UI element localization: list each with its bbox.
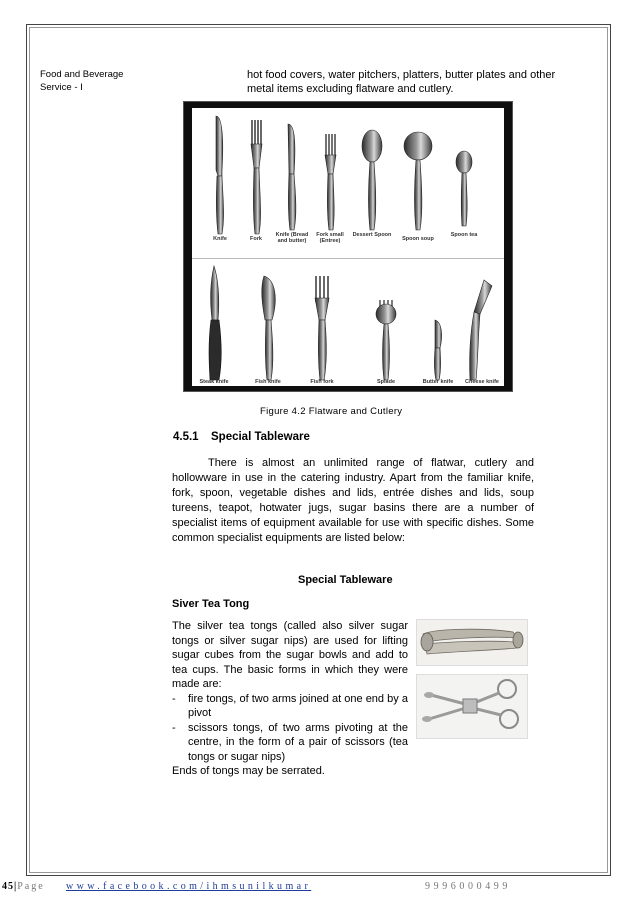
figure-label: Cheese knife bbox=[465, 379, 499, 385]
list-item bbox=[172, 692, 408, 721]
fish-knife-icon bbox=[262, 276, 276, 380]
figure-label: Butter knife bbox=[422, 379, 454, 385]
page-word: Page bbox=[17, 881, 45, 892]
bullet-mark: - bbox=[172, 692, 176, 705]
figure-label: Steak knife bbox=[199, 379, 229, 385]
section-number: 4.5.1 bbox=[173, 431, 199, 443]
tea-spoon-icon bbox=[456, 151, 472, 226]
bullet-mark: - bbox=[172, 721, 176, 734]
butter-knife-icon bbox=[434, 320, 441, 380]
item-closing: Ends of tongs may be serrated. bbox=[172, 765, 325, 777]
cheese-knife-icon bbox=[470, 280, 492, 380]
splade-icon bbox=[376, 300, 396, 380]
fish-fork-icon bbox=[315, 276, 329, 380]
page-number: 45 bbox=[2, 881, 14, 892]
flatware-figure bbox=[183, 101, 513, 392]
scissor-tongs-icon bbox=[417, 675, 527, 738]
knife-icon bbox=[216, 116, 224, 234]
figure-label: Knife bbox=[213, 236, 227, 242]
figure-label: Dessert Spoon bbox=[352, 232, 392, 238]
figure-label: Fork bbox=[250, 236, 262, 242]
figure-label: Fish fork bbox=[310, 379, 334, 385]
figure-label: Fork small (Entree) bbox=[316, 232, 344, 244]
figure-divider bbox=[192, 258, 504, 259]
figure-label: Spoon soup bbox=[402, 236, 434, 242]
bullet-text: scissors tongs, of two arms pivoting at the centre, in the form of a pair of scissors (tea tongs or sugar nips) bbox=[188, 721, 408, 763]
paragraph-text: There is almost an unlimited range of flatwar, cutlery and hollowware in use in the catering industry. Apart from the familiar knife, fork, spoon, vegetable dishes and lids, entrée dishes and lids, soup tureens, teapot, hotwater jugs, sugar basins there are a number of specialist items of equipment available for use with specific dishes. Some common specialist equipments are listed below: bbox=[172, 457, 534, 544]
steak-knife-icon bbox=[209, 266, 221, 380]
cutlery-illustration bbox=[192, 108, 504, 386]
scissor-tongs-photo bbox=[416, 674, 528, 739]
list-item bbox=[172, 721, 408, 765]
section-heading bbox=[173, 431, 310, 443]
fork-icon bbox=[251, 120, 262, 234]
figure-canvas bbox=[192, 108, 504, 386]
facebook-link[interactable]: www.facebook.com/ihmsunilkumar bbox=[66, 881, 312, 892]
sugar-tongs-photo bbox=[416, 619, 528, 666]
page-separator: | bbox=[14, 881, 18, 892]
section-title: Special Tableware bbox=[211, 431, 310, 443]
item-title: Siver Tea Tong bbox=[172, 598, 250, 610]
header-line-1: Food and Beverage bbox=[40, 69, 124, 80]
sugar-tongs-icon bbox=[417, 620, 527, 665]
figure-label: Splade bbox=[376, 379, 396, 385]
subheading: Special Tableware bbox=[298, 574, 393, 586]
page-footer bbox=[0, 880, 638, 898]
dessert-spoon-icon bbox=[362, 130, 382, 230]
entree-fork-icon bbox=[325, 134, 336, 230]
phone-number: 9996000499 bbox=[425, 881, 511, 892]
figure-label: Knife (Bread and butter) bbox=[275, 232, 309, 244]
soup-spoon-icon bbox=[404, 132, 432, 230]
item-description bbox=[172, 619, 408, 779]
page-number-block bbox=[2, 881, 45, 892]
bread-butter-knife-icon bbox=[288, 124, 296, 230]
section-paragraph bbox=[172, 456, 534, 546]
running-header bbox=[40, 68, 123, 94]
bullet-text: fire tongs, of two arms joined at one end by a pivot bbox=[188, 692, 408, 719]
figure-label: Fish knife bbox=[255, 379, 281, 385]
item-intro: The silver tea tongs (called also silver sugar tongs or silver sugar nips) are used for lifting sugar cubes from the sugar bowls and add to tea cups. The basic forms in which they were made are: bbox=[172, 620, 408, 690]
figure-label: Spoon tea bbox=[450, 232, 478, 238]
continued-paragraph: hot food covers, water pitchers, platters, butter plates and other metal items excluding flatware and cutlery. bbox=[247, 69, 556, 95]
header-line-2: Service - I bbox=[40, 82, 83, 93]
figure-caption: Figure 4.2 Flatware and Cutlery bbox=[260, 406, 403, 417]
